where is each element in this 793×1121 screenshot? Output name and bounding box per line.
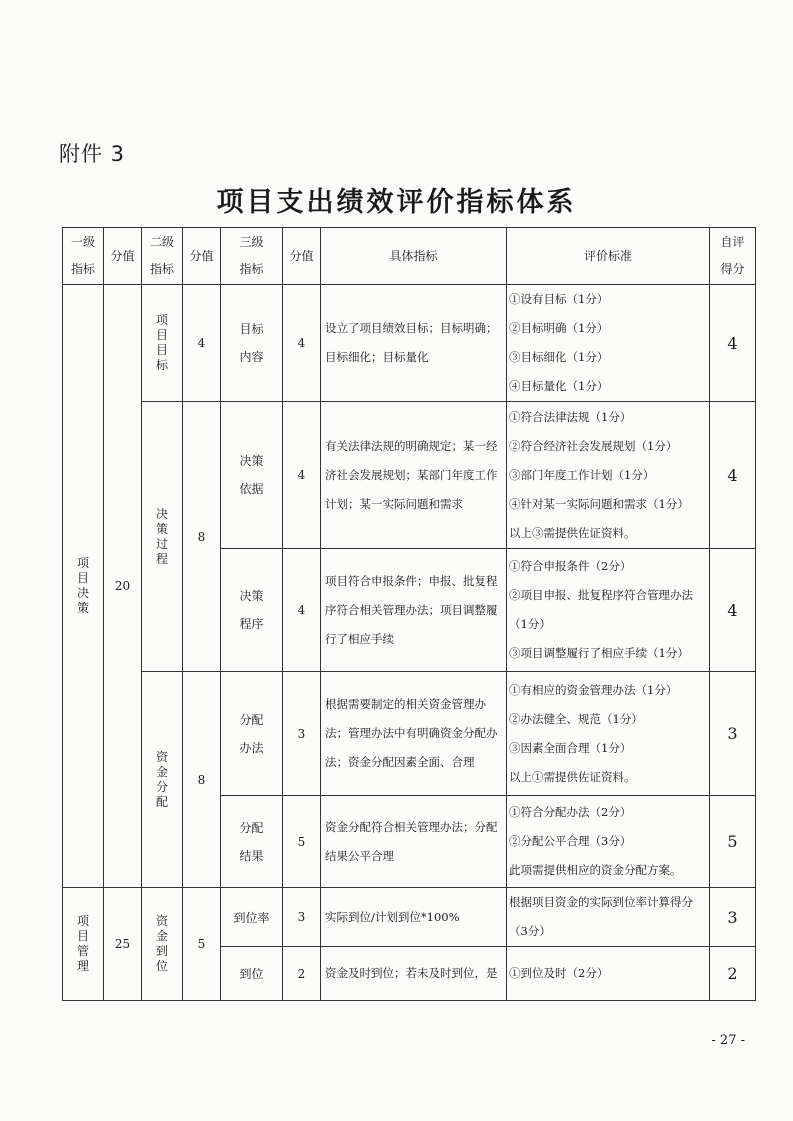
standard-list: ①符合法律法规（1分） ②符合经济社会发展规划（1分） ③部门年度工作计划（1分） ④针对某一实际问题和需求（1分） 以上③需提供佐证资料。 — [507, 402, 710, 549]
level3-score: 4 — [283, 549, 321, 672]
self-score: 3 — [710, 888, 756, 947]
level2-process-score: 8 — [183, 402, 221, 672]
indicator-text: 资金分配符合相关管理办法；分配结果公平合理 — [321, 796, 507, 888]
header-indicator: 具体指标 — [321, 228, 507, 285]
level3-score: 4 — [283, 402, 321, 549]
indicator-text: 实际到位/计划到位*100% — [321, 888, 507, 947]
header-score3: 分值 — [283, 228, 321, 285]
table-row — [63, 888, 756, 947]
level3-label: 到位率 — [221, 888, 283, 947]
page-title: 项目支出绩效评价指标体系 — [216, 187, 577, 218]
self-score: 5 — [710, 796, 756, 888]
header-self: 自评 得分 — [710, 228, 756, 285]
level3-label: 目标 内容 — [221, 285, 283, 402]
level2-arrival: 资金到位 — [142, 888, 183, 1001]
table-row — [63, 402, 756, 549]
self-score: 2 — [710, 947, 756, 1001]
page-number: - 27 - — [711, 1033, 745, 1048]
indicator-text: 设立了项目绩效目标；目标明确；目标细化；目标量化 — [321, 285, 507, 402]
standard-list: ①有相应的资金管理办法（1分） ②办法健全、规范（1分） ③因素全面合理（1分） 以上①需提供佐证资料。 — [507, 672, 710, 796]
indicator-text: 资金及时到位；若未及时到位，是 — [321, 947, 507, 1001]
level3-score: 3 — [283, 888, 321, 947]
level1-decision: 项目决策 — [63, 285, 104, 888]
level2-process: 决策过程 — [142, 402, 183, 672]
standard-list: ①到位及时（2分） — [507, 947, 710, 1001]
header-standard: 评价标准 — [507, 228, 710, 285]
indicator-text: 有关法律法规的明确规定；某一经济社会发展规划；某部门年度工作计划；某一实际问题和需求 — [321, 402, 507, 549]
level3-score: 2 — [283, 947, 321, 1001]
level3-score: 5 — [283, 796, 321, 888]
level3-score: 4 — [283, 285, 321, 402]
standard-list: 根据项目资金的实际到位率计算得分（3分） — [507, 888, 710, 947]
level1-management: 项目管理 — [63, 888, 104, 1001]
level3-label: 分配 办法 — [221, 672, 283, 796]
header-score2: 分值 — [183, 228, 221, 285]
level2-allocation: 资金分配 — [142, 672, 183, 888]
level2-arrival-score: 5 — [183, 888, 221, 1001]
level2-allocation-score: 8 — [183, 672, 221, 888]
indicator-text: 根据需要制定的相关资金管理办法；管理办法中有明确资金分配办法；资金分配因素全面、合理 — [321, 672, 507, 796]
attachment-label: 附件 3 — [59, 142, 126, 166]
header-score1: 分值 — [104, 228, 142, 285]
level1-management-score: 25 — [104, 888, 142, 1001]
header-row — [63, 228, 756, 285]
header-level2: 二级 指标 — [142, 228, 183, 285]
level3-label: 决策 依据 — [221, 402, 283, 549]
level1-decision-score: 20 — [104, 285, 142, 888]
level3-label: 决策 程序 — [221, 549, 283, 672]
standard-list: ①设有目标（1分） ②目标明确（1分） ③目标细化（1分） ④目标量化（1分） — [507, 285, 710, 402]
self-score: 3 — [710, 672, 756, 796]
level2-target-score: 4 — [183, 285, 221, 402]
level2-target: 项目目标 — [142, 285, 183, 402]
table-row — [63, 285, 756, 402]
standard-list: ①符合分配办法（2分） ②分配公平合理（3分） 此项需提供相应的资金分配方案。 — [507, 796, 710, 888]
header-level3: 三级 指标 — [221, 228, 283, 285]
self-score: 4 — [710, 402, 756, 549]
table-row — [63, 672, 756, 796]
level3-label: 分配 结果 — [221, 796, 283, 888]
indicator-table — [62, 227, 756, 1001]
self-score: 4 — [710, 285, 756, 402]
self-score: 4 — [710, 549, 756, 672]
indicator-text: 项目符合申报条件；申报、批复程序符合相关管理办法；项目调整履行了相应手续 — [321, 549, 507, 672]
header-level1: 一级 指标 — [63, 228, 104, 285]
standard-list: ①符合申报条件（2分） ②项目申报、批复程序符合管理办法（1分） ③项目调整履行了相应手续（1分） — [507, 549, 710, 672]
level3-score: 3 — [283, 672, 321, 796]
level3-label: 到位 — [221, 947, 283, 1001]
